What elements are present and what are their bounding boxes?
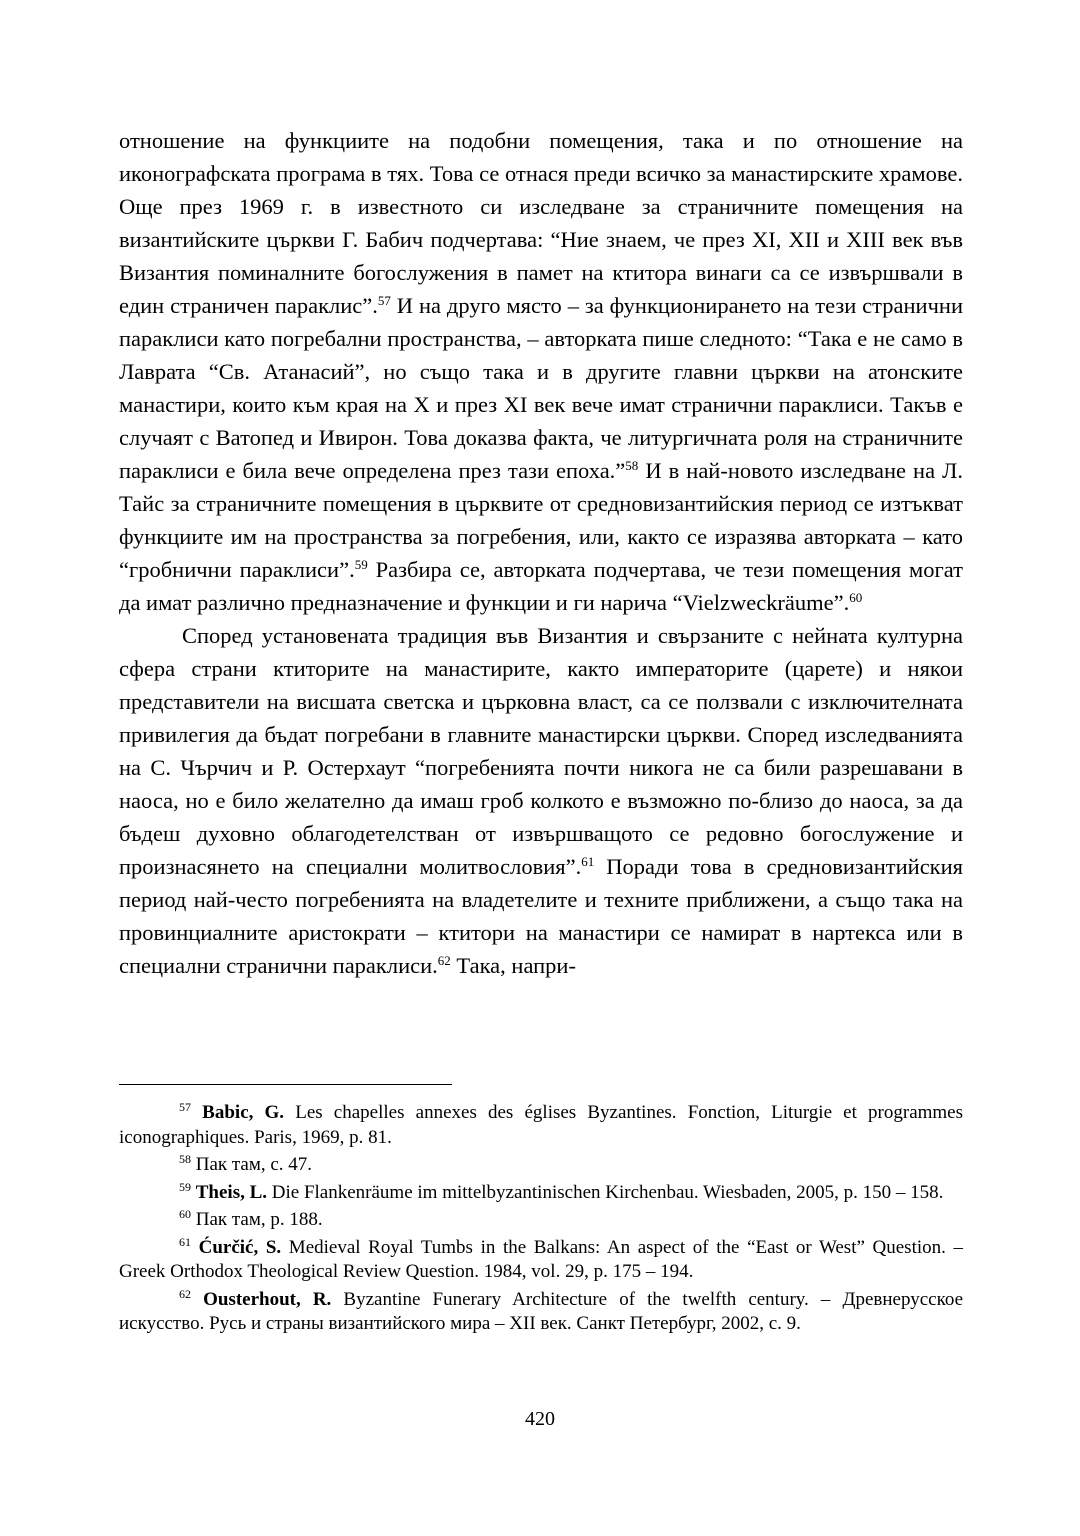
footnote-author: Ousterhout, R. (203, 1288, 332, 1310)
main-text (119, 124, 963, 982)
footnote-61 (119, 1236, 963, 1285)
paragraph-2-text-b: Поради това в средновизантийския период най-често погребенията на владетелите и техните приближени, а също така на провинциалните аристократи – ктитори на манастири се намират в нартекса или в специални странични параклиси. (119, 854, 964, 978)
footnote-separator (119, 1084, 452, 1085)
paragraph-1-text-d: Разбира се, авторката подчертава, че тези помещения могат да имат различно предназначение и функции и ги нарича “Vielzweckräume”. (119, 557, 963, 615)
paragraph-2-text-c: Така, напри- (450, 953, 576, 978)
footnote-number: 61 (179, 1234, 191, 1249)
footnote-number: 58 (179, 1152, 191, 1166)
footnote-60 (119, 1208, 963, 1233)
footnote-text: Les chapelles annexes des églises Byzantines. Fonction, Liturgie et programmes iconographiques. Paris, 1969, p. 81. (119, 1102, 964, 1148)
footnote-number: 59 (179, 1179, 191, 1194)
footnote-author: Babic, G. (202, 1102, 285, 1123)
paragraph-1-text-a: отношение на функциите на подобни помещения, така и по отношение на иконографската програма в тях. Това се отнася преди всичко за манастирските храмове. Още през 1969 г. в известното си изследване за страничните помещения на византийските църкви Г. Бабич подчертава: “Ние знаем, че през XI, XII и XIII век във Византия поминалните богослужения в памет на ктитора винаги са се извършвали в един страничен параклис”. (119, 128, 963, 318)
footnote-ref-58[interactable]: 58 (625, 458, 639, 473)
footnote-59 (119, 1181, 963, 1206)
footnote-62 (119, 1288, 963, 1337)
paragraph-1-text-b: И на друго място – за функционирането на тези странични параклиси като погребални пространства, – авторката пише следното: “Така е не само в Лаврата “Св. Атанасий”, но също така и в другите главни църкви на атонските манастири, които към края на X и през XI век вече имат странични параклиси. Такъв е случаят с Ватопед и Ивирон. Това доказва факта, че литургичната роля на страничните параклиси е била вече определена през тази епоха.” (119, 293, 963, 483)
paragraph-1 (119, 124, 963, 619)
footnote-number: 60 (179, 1207, 191, 1221)
footnote-author: Ćurčić, S. (198, 1236, 282, 1258)
footnote-ref-59[interactable]: 59 (354, 557, 368, 572)
paragraph-1-text-c: И в най-новото изследване на Л. Тайс за страничните помещения в църквите от средновизантийския период се изтъкват функциите им на пространства за погребения, или, както се изразява авторката – като “гробнични параклиси”. (119, 458, 963, 582)
paragraph-2 (119, 619, 963, 982)
footnote-ref-61[interactable]: 61 (581, 854, 595, 869)
footnote-text: Пак там, p. 188. (191, 1209, 323, 1230)
footnotes (119, 1101, 963, 1340)
footnote-author: Theis, L. (195, 1181, 268, 1203)
footnote-58 (119, 1153, 963, 1178)
footnote-number: 57 (179, 1100, 191, 1114)
footnote-ref-57[interactable]: 57 (377, 293, 391, 308)
footnote-57 (119, 1101, 963, 1150)
page-number: 420 (525, 1408, 555, 1430)
footnote-ref-60[interactable]: 60 (849, 590, 863, 605)
footnote-number: 62 (179, 1286, 191, 1301)
footnote-ref-62[interactable]: 62 (437, 953, 451, 968)
footnote-text: Medieval Royal Tumbs in the Balkans: An aspect of the “East or West” Question. – Greek Orthodox Theological Review Question. 1984, vol. 29, p. 175 – 194. (119, 1236, 963, 1282)
footnote-text: Die Flankenräume im mittelbyzantinischen Kirchenbau. Wiesbaden, 2005, p. 150 – 158. (267, 1181, 944, 1203)
paragraph-2-text-a: Според установената традиция във Византия и свързаните с нейната културна сфера страни ктиторите на манастирите, както императорите (царете) и някои представители на висшата светска и църковна власт, са се ползвали с изключителната привилегия да бъдат погребани в главните манастирски църкви. Според изследванията на С. Чърчич и Р. Остерхаут “погребенията почти никога не са били разрешавани в наоса, но е било желателно да имаш гроб колкото е възможно по-близо до наоса, за да бъдеш духовно облагодетелстван от извършващото се редовно богослужение и произнасянето на специални молитвословия”. (119, 623, 963, 879)
footnote-text: Byzantine Funerary Architecture of the twelfth century. – Древнерусское искусство. Русь и страны византийского мира – XII век. Санкт Петербург, 2002, с. 9. (119, 1288, 964, 1334)
footnote-text: Пак там, с. 47. (191, 1154, 313, 1175)
